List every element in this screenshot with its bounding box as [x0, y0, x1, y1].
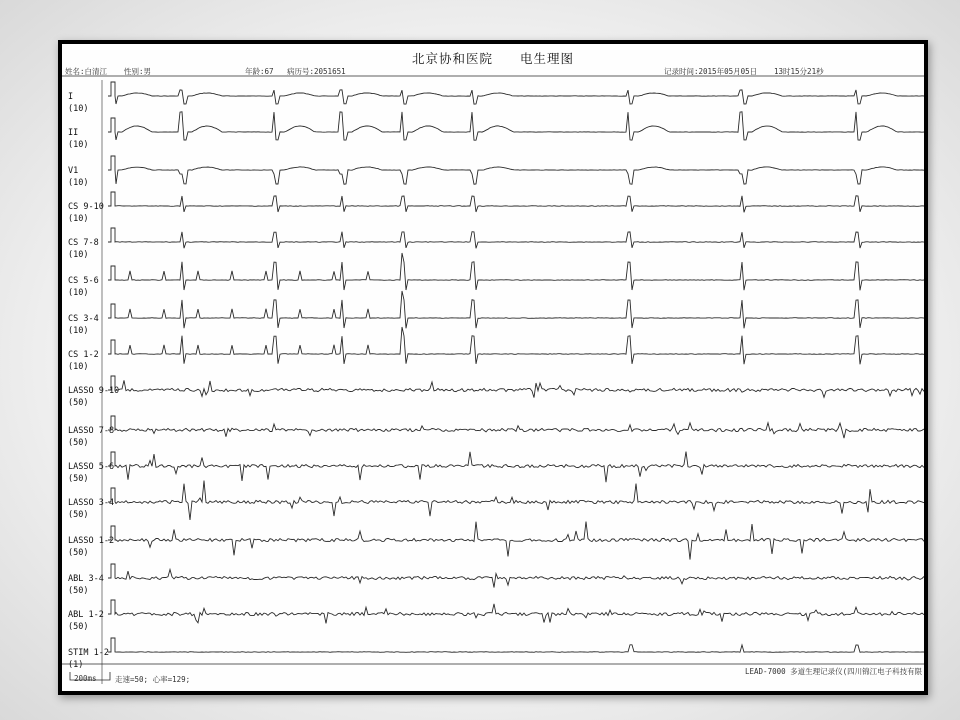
ecg-paper [62, 44, 924, 691]
channel-gain: (10) [68, 104, 89, 114]
device-label: LEAD-7000 多道生理记录仪(四川锦江电子科技有限 [745, 667, 923, 676]
trace-line [108, 327, 924, 364]
trace-line [108, 82, 924, 104]
trace-line [108, 452, 924, 483]
channel-name: I [68, 92, 74, 102]
channel-name: LASSO 7-8 [68, 426, 115, 436]
channel-name: CS 9-10 [68, 202, 104, 212]
channel-name: LASSO 3-4 [68, 498, 115, 508]
page-title: 北京协和医院 电生理图 [411, 51, 574, 66]
channel-gain: (50) [68, 438, 89, 448]
record-clock: 13时15分21秒 [774, 67, 824, 76]
channel-name: CS 3-4 [68, 314, 99, 324]
channel-name: II [68, 128, 79, 138]
patient-sex: 性别:男 [124, 67, 152, 76]
channel-gain: (10) [68, 326, 89, 336]
channel-gain: (10) [68, 178, 89, 188]
channel-name: LASSO 9-10 [68, 386, 120, 396]
channel-name: LASSO 1-2 [68, 536, 115, 546]
channel-name: CS 7-8 [68, 238, 99, 248]
channel-name: ABL 3-4 [68, 574, 104, 584]
patient-age: 年龄:67 [245, 67, 274, 76]
trace-canvas [62, 44, 924, 691]
channel-gain: (1) [68, 660, 84, 670]
trace-line [108, 522, 924, 560]
channel-gain: (10) [68, 288, 89, 298]
trace-line [108, 192, 924, 212]
record-date: 记录时间:2015年05月05日 [664, 67, 758, 76]
trace-line [108, 638, 924, 652]
channel-gain: (50) [68, 474, 89, 484]
channel-name: STIM 1-2 [68, 648, 109, 658]
trace-line [108, 564, 924, 588]
channel-gain: (10) [68, 214, 89, 224]
trace-line [108, 156, 924, 184]
channel-gain: (50) [68, 510, 89, 520]
channel-name: CS 1-2 [68, 350, 99, 360]
channel-name: ABL 1-2 [68, 610, 104, 620]
patient-name: 姓名:白清江 [65, 67, 108, 76]
channel-gain: (50) [68, 548, 89, 558]
channel-gain: (10) [68, 362, 89, 372]
channel-name: CS 5-6 [68, 276, 99, 286]
trace-line [108, 376, 924, 398]
trace-line [108, 228, 924, 248]
timescale-label: 200ms [74, 674, 97, 683]
channel-gain: (50) [68, 586, 89, 596]
trace-line [108, 600, 924, 623]
trace-line [108, 253, 924, 290]
speed-rate-readout: 走速=50; 心率=129; [115, 675, 191, 684]
trace-line [108, 112, 924, 140]
trace-line [108, 291, 924, 328]
channel-gain: (10) [68, 140, 89, 150]
record-number: 病历号:2051651 [287, 67, 346, 76]
channel-gain: (50) [68, 398, 89, 408]
channel-gain: (10) [68, 250, 89, 260]
channel-name: V1 [68, 166, 79, 176]
channel-gain: (50) [68, 622, 89, 632]
trace-line [108, 481, 924, 520]
trace-line [108, 416, 924, 438]
channel-name: LASSO 5-6 [68, 462, 115, 472]
